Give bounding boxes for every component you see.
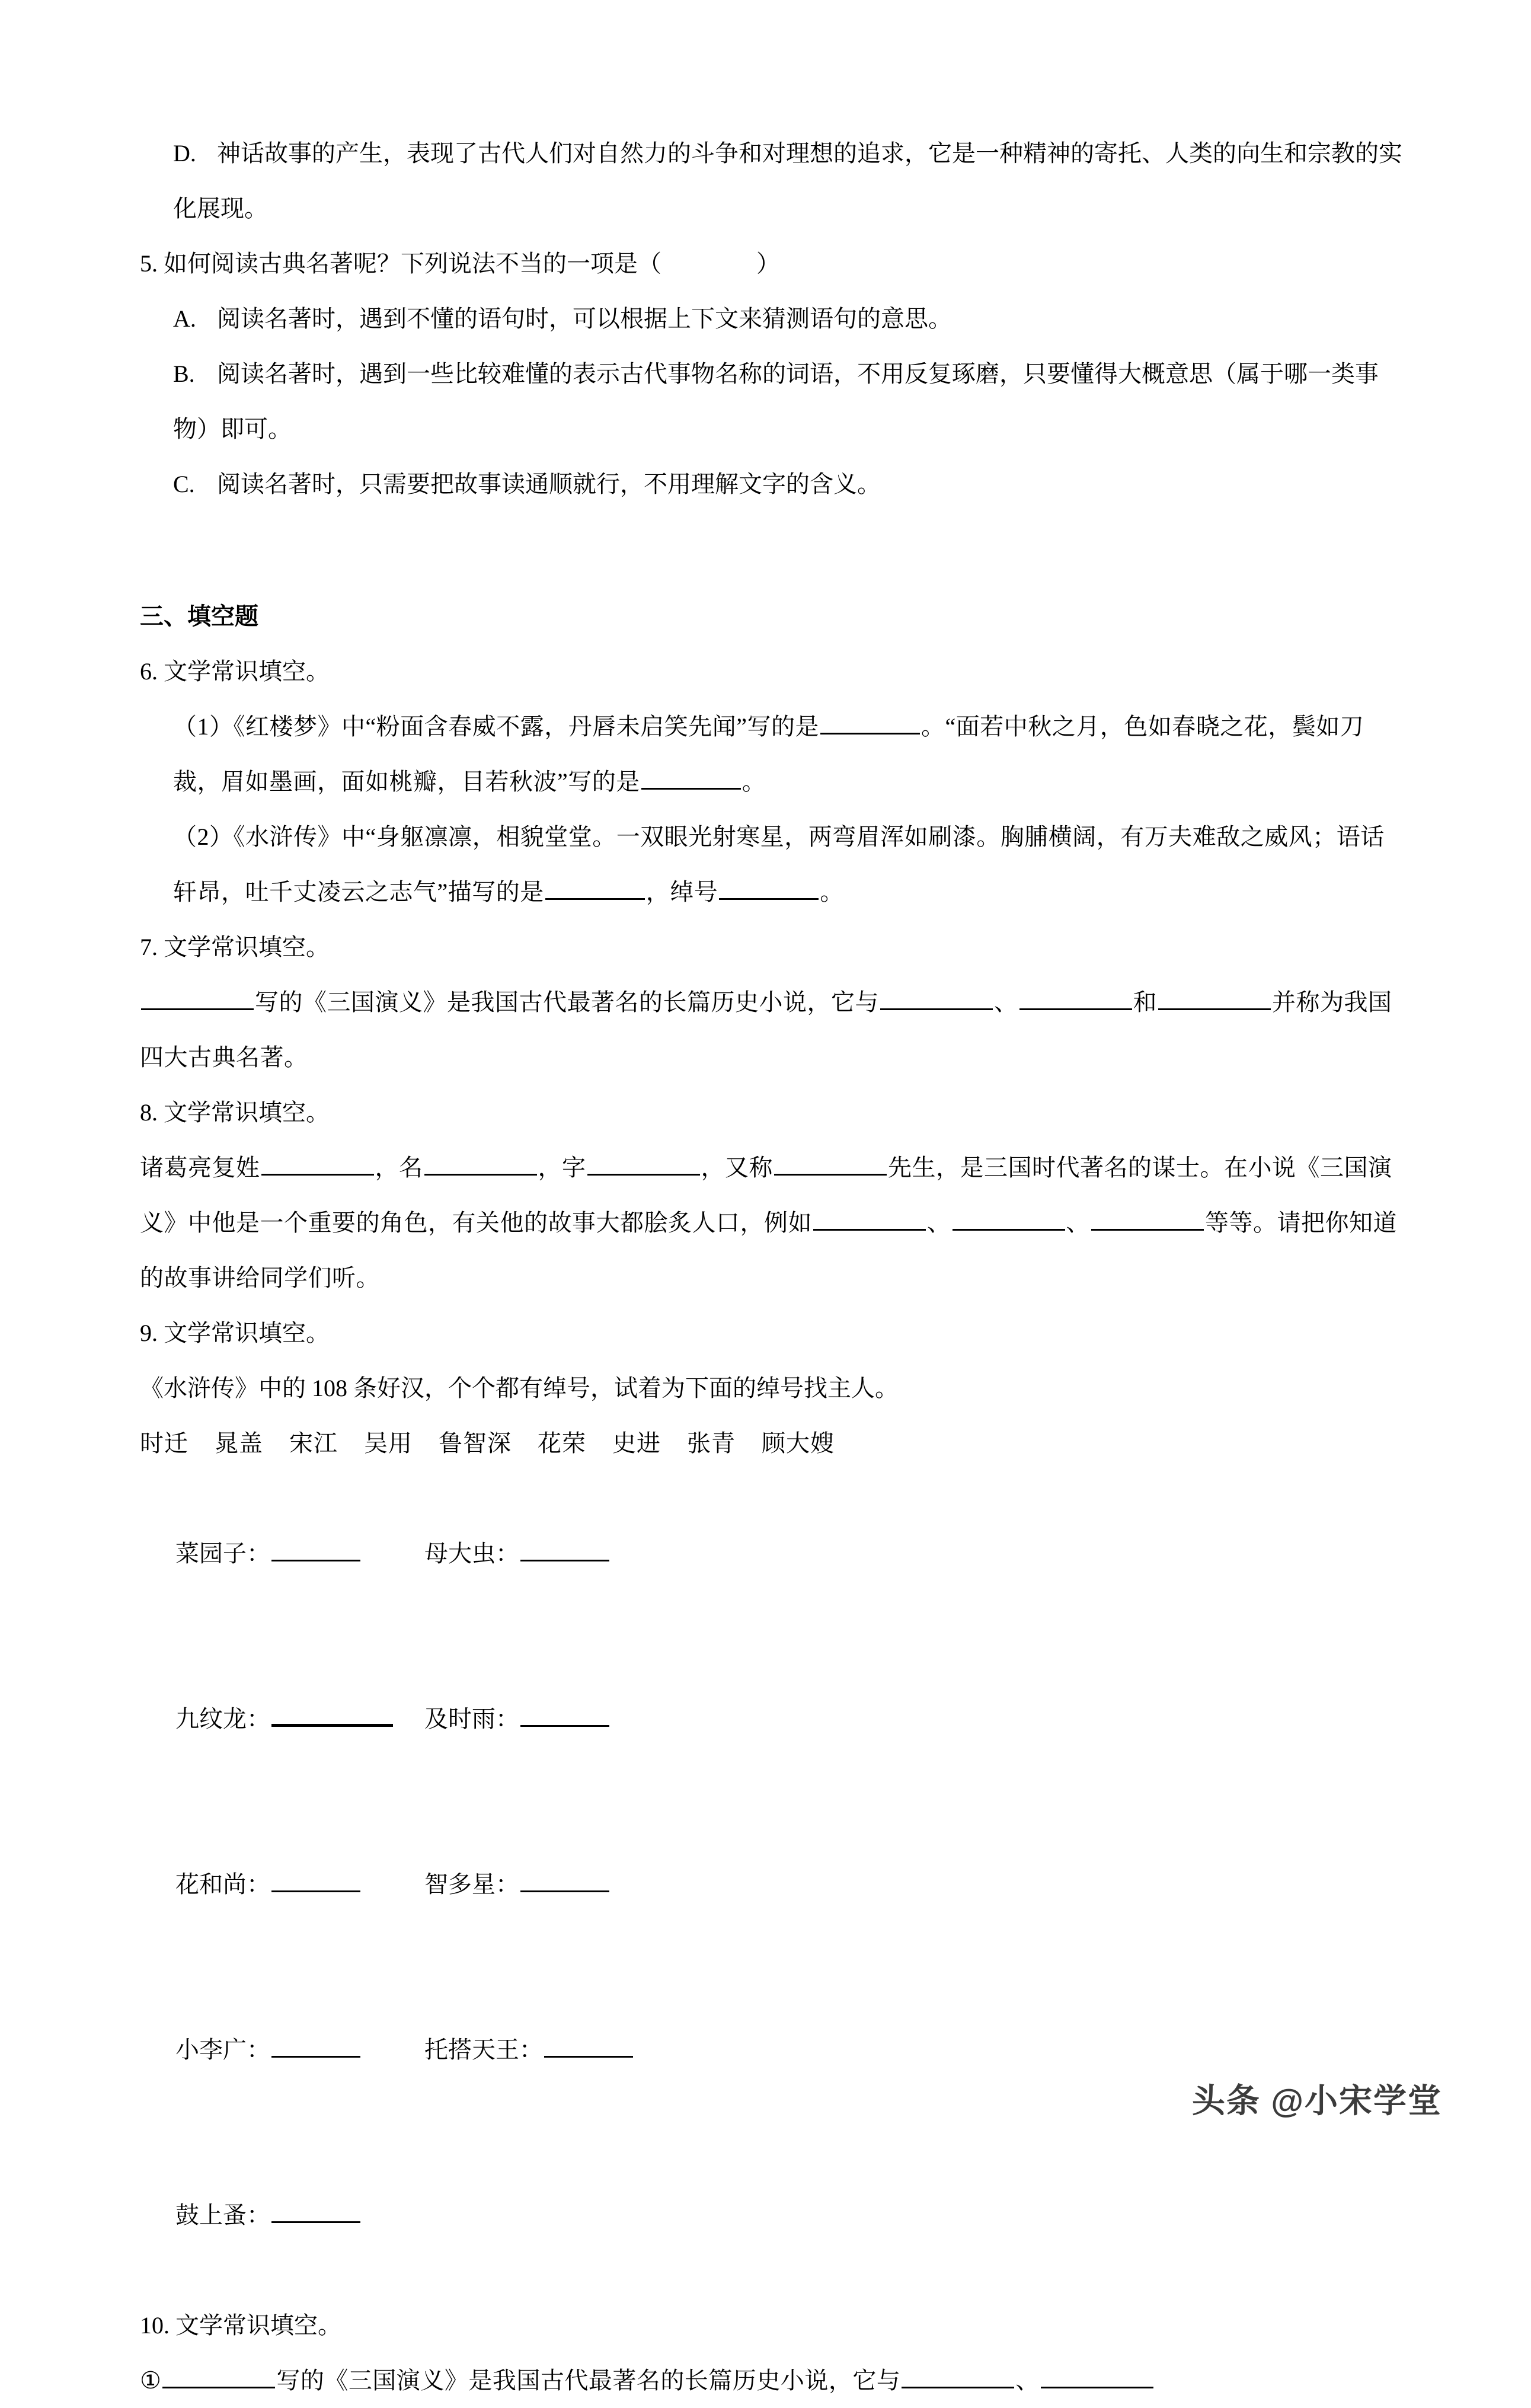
name-bank-item: 花荣: [538, 1430, 586, 1457]
question9-name-bank: [140, 1416, 1402, 1471]
question7-text-2: 、: [994, 989, 1018, 1015]
answer-blank[interactable]: [719, 875, 819, 900]
question8-text-8: 等等。请把你知道的故事讲给同学们听。: [140, 1209, 1397, 1291]
option-text: 神话故事的产生，表现了古代人们对自然力的斗争和对理想的追求，它是一种精神的寄托、人类的向生和宗教的实化展现。: [173, 140, 1402, 222]
question10-marker: ①: [140, 2367, 162, 2394]
document-content: [140, 126, 1402, 2408]
option-text: 阅读名著时，遇到不懂的语句时，可以根据上下文来猜测语句的意思。: [217, 305, 952, 332]
question8-text-2: ，名: [375, 1154, 423, 1181]
question6-stem: 6. 文学常识填空。: [140, 658, 330, 685]
question5-option-c: [140, 456, 1402, 512]
answer-blank[interactable]: [641, 765, 741, 790]
option-text: 阅读名著时，只需要把故事读通顺就行，不用理解文字的含义。: [217, 471, 881, 497]
answer-blank[interactable]: [424, 1151, 537, 1176]
nickname-label: 母大虫：: [424, 1540, 519, 1567]
nickname-pair-right: [424, 1526, 611, 1581]
nickname-pair-right: [424, 1691, 611, 1746]
answer-blank[interactable]: [813, 1206, 926, 1231]
nickname-pair-left: [175, 1857, 424, 1912]
answer-blank[interactable]: [261, 1151, 374, 1176]
question6-sub1-text-1: （1）《红楼梦》中“粉面含春威不露，丹唇未启笑先闻”写的是: [173, 713, 820, 740]
option-letter: D.: [173, 140, 196, 167]
question8-body: [140, 1140, 1402, 1305]
question8-text-6: 、: [927, 1209, 951, 1236]
answer-blank[interactable]: [520, 1537, 609, 1561]
nickname-pair-left: [175, 1691, 424, 1746]
question6-sub2-text-3: 。: [820, 879, 844, 905]
question10-body: [140, 2353, 1402, 2408]
option-letter: C.: [173, 471, 195, 497]
answer-blank[interactable]: [953, 1206, 1065, 1231]
nickname-row: [140, 2132, 1402, 2298]
name-bank-item: 吴用: [364, 1430, 413, 1457]
answer-blank[interactable]: [141, 985, 254, 1010]
answer-blank[interactable]: [880, 985, 993, 1010]
question7-text-4: 并称为我国四大古典名著。: [140, 989, 1392, 1071]
question8-text-4: ，又称: [701, 1154, 773, 1181]
nickname-row: [140, 1636, 1402, 1802]
name-bank-item: 鲁智深: [439, 1430, 512, 1457]
question10-text-1: 写的《三国演义》是我国古代最著名的长篇历史小说，它与: [276, 2367, 901, 2394]
nickname-label: 鼓上蚤：: [175, 2202, 270, 2228]
answer-blank[interactable]: [544, 2033, 633, 2058]
question6-sub1: [140, 699, 1402, 809]
answer-blank[interactable]: [1091, 1206, 1204, 1231]
question6-sub2: [140, 809, 1402, 919]
watermark: 头条 @小宋学堂: [1191, 2082, 1442, 2119]
name-bank-item: 史进: [612, 1430, 661, 1457]
answer-blank[interactable]: [545, 875, 645, 900]
nickname-row: [140, 1802, 1402, 1967]
nickname-label: 智多星：: [424, 1871, 519, 1898]
question6-sub1-text-2: 。“面若中秋之月，色如春晓之花，鬓如刀裁，眉如墨画，面如桃瓣，目若秋波”写的是: [173, 713, 1364, 795]
question5-option-b: [140, 346, 1402, 456]
section-heading-fill-in-blank: 三、填空题: [140, 603, 258, 630]
question8-text-7: 、: [1066, 1209, 1090, 1236]
question8-text-5: 先生，是三国时代著名的谋士。在小说《三国演义》中他是一个重要的角色，有关他的故事大都脍炙人口，例如: [140, 1154, 1392, 1236]
question7-body: [140, 975, 1402, 1085]
name-bank-item: 时迁: [140, 1430, 188, 1457]
nickname-pair-left: [175, 2022, 424, 2077]
question10-text-2: 、: [1015, 2367, 1040, 2394]
nickname-label: 菜园子：: [175, 1540, 270, 1567]
answer-blank[interactable]: [271, 1701, 393, 1727]
nickname-label: 花和尚：: [175, 1871, 270, 1898]
answer-blank[interactable]: [774, 1151, 887, 1176]
answer-blank[interactable]: [1019, 985, 1132, 1010]
section-spacer: [140, 512, 1402, 589]
question8-text-3: ，字: [538, 1154, 586, 1181]
answer-blank[interactable]: [271, 2033, 360, 2058]
nickname-pair-left: [175, 2187, 424, 2243]
question5-stem: 5. 如何阅读古典名著呢？下列说法不当的一项是（ ）: [140, 250, 780, 277]
question5-option-a: [140, 291, 1402, 346]
question8-stem: 8. 文学常识填空。: [140, 1099, 330, 1126]
nickname-pair-left: [175, 1526, 424, 1581]
question6-sub2-text-2: ，绰号: [645, 879, 718, 905]
nickname-label: 托搭天王：: [424, 2036, 543, 2063]
question8-text-1: 诸葛亮复姓: [140, 1154, 260, 1181]
nickname-row: [140, 1471, 1402, 1636]
name-bank-item: 晁盖: [215, 1430, 263, 1457]
question9-stem: 9. 文学常识填空。: [140, 1320, 330, 1346]
nickname-label: 九纹龙：: [175, 1706, 270, 1732]
answer-blank[interactable]: [271, 1867, 360, 1892]
name-bank-item: 顾大嫂: [762, 1430, 835, 1457]
answer-blank[interactable]: [271, 1537, 360, 1561]
answer-blank[interactable]: [1158, 985, 1271, 1010]
nickname-pair-right: [424, 2022, 634, 2077]
answer-blank[interactable]: [902, 2364, 1014, 2388]
option-text: 阅读名著时，遇到一些比较难懂的表示古代事物名称的词语，不用反复琢磨，只要懂得大概意思（属于哪一类事物）即可。: [173, 360, 1379, 442]
question9-intro: 《水浒传》中的 108 条好汉，个个都有绰号，试着为下面的绰号找主人。: [140, 1375, 899, 1401]
question6-sub2-text-1: （2）《水浒传》中“身躯凛凛，相貌堂堂。一双眼光射寒星，两弯眉浑如刷漆。胸脯横阔，有万夫难敌之威风；语话轩昂，吐千丈凌云之志气”描写的是: [173, 823, 1385, 905]
question7-text-3: 和: [1133, 989, 1157, 1015]
answer-blank[interactable]: [820, 710, 920, 734]
answer-blank[interactable]: [271, 2198, 360, 2223]
question6-sub1-text-3: 。: [741, 768, 766, 795]
answer-blank[interactable]: [587, 1151, 700, 1176]
question4-option-d: [140, 126, 1402, 236]
answer-blank[interactable]: [1041, 2364, 1153, 2388]
question7-stem: 7. 文学常识填空。: [140, 934, 330, 960]
question10-stem: 10. 文学常识填空。: [140, 2312, 341, 2339]
answer-blank[interactable]: [520, 1702, 609, 1727]
nickname-label: 小李广：: [175, 2036, 270, 2063]
option-letter: B.: [173, 360, 195, 387]
option-letter: A.: [173, 305, 196, 332]
nickname-pair-right: [424, 1857, 611, 1912]
nickname-label: 及时雨：: [424, 1706, 519, 1732]
name-bank-item: 张青: [687, 1430, 736, 1457]
name-bank-item: 宋江: [289, 1430, 338, 1457]
question7-text-1: 写的《三国演义》是我国古代最著名的长篇历史小说，它与: [255, 989, 879, 1015]
answer-blank[interactable]: [162, 2364, 275, 2388]
answer-blank[interactable]: [520, 1867, 609, 1892]
